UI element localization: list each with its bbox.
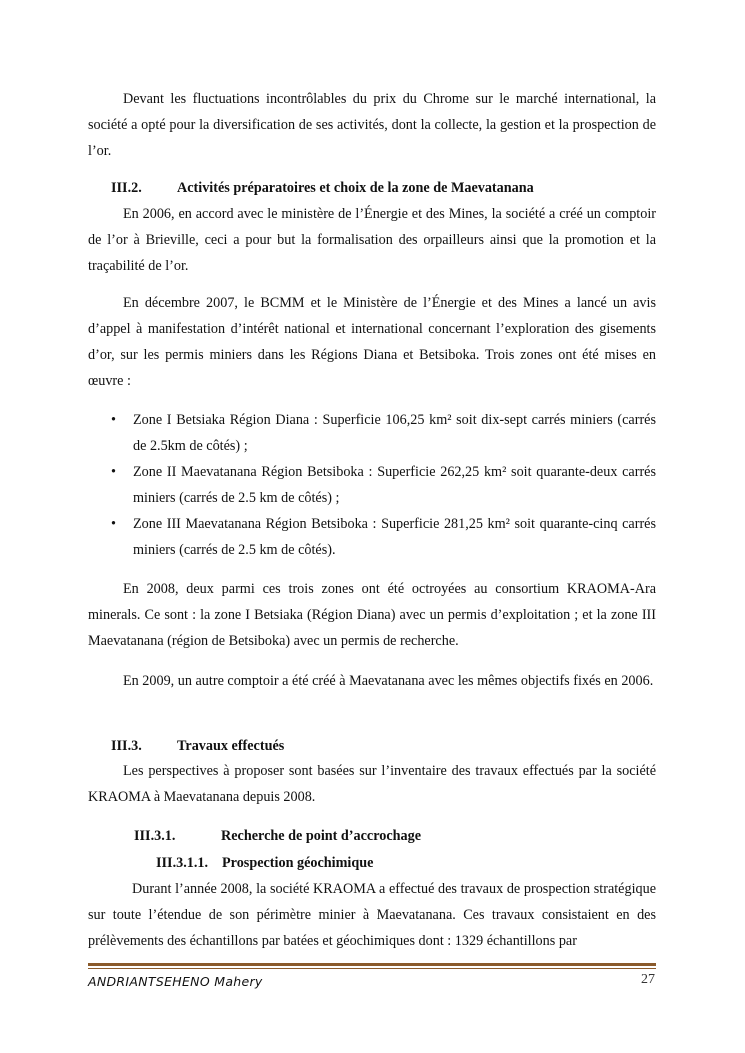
heading-title: Recherche de point d’accrochage — [221, 828, 422, 844]
heading-title: Prospection géochimique — [222, 855, 374, 871]
paragraph-2006: En 2006, en accord avec le ministère de l’Énergie et des Mines, la société a créé un comptoir de l’or à Brieville, ceci a pour but la formalisation des orpailleurs ainsi que la promotion et la traçabilité de l’or. — [88, 206, 656, 274]
list-item-text: Zone III Maevatanana Région Betsiboka : Superficie 281,25 km² soit quarante-cinq carrés miniers (carrés de 2.5 km de côtés). — [133, 516, 656, 558]
list-item — [88, 459, 656, 511]
paragraph-perspectives: Les perspectives à proposer sont basées sur l’inventaire des travaux effectués par la société KRAOMA à Maevatanana depuis 2008. — [88, 763, 656, 805]
paragraph-2008-prospection: Durant l’année 2008, la société KRAOMA a effectué des travaux de prospection stratégique sur toute l’étendue de son périmètre minier à Maevatanana. Ces travaux consistaient en des prélèvements des échantillons par batées et géochimiques dont : 1329 échantillons par — [88, 881, 656, 949]
list-item — [88, 511, 656, 563]
heading-number: III.2. — [111, 180, 142, 196]
bullet-icon: • — [111, 464, 116, 480]
bullet-icon: • — [111, 516, 116, 532]
heading-number: III.3. — [111, 738, 142, 754]
heading-title: Activités préparatoires et choix de la zone de Maevatanana — [177, 180, 534, 196]
heading-number: III.3.1. — [134, 828, 176, 844]
footer-author: ANDRIANTSEHENO Mahery — [88, 974, 263, 989]
paragraph-2009: En 2009, un autre comptoir a été créé à Maevatanana avec les mêmes objectifs fixés en 2006. — [123, 673, 654, 689]
paragraph-2007: En décembre 2007, le BCMM et le Ministère de l’Énergie et des Mines a lancé un avis d’appel à manifestation d’intérêt national et international concernant l’exploration des gisements d’or, sur les permis miniers dans les Régions Diana et Betsiboka. Trois zones ont été mises en œuvre : — [88, 295, 656, 389]
list-item-text: Zone I Betsiaka Région Diana : Superficie 106,25 km² soit dix-sept carrés miniers (carrés de 2.5km de côtés) ; — [133, 412, 656, 454]
footer-rule-thin — [88, 968, 656, 969]
footer-rule-thick — [88, 963, 656, 966]
heading-section-3-3-1-1 — [156, 853, 373, 873]
paragraph-intro: Devant les fluctuations incontrôlables du prix du Chrome sur le marché international, la société a opté pour la diversification de ses activités, dont la collecte, la gestion et la prospection de l’or. — [88, 91, 656, 159]
bullet-icon: • — [111, 412, 116, 428]
paragraph-2008: En 2008, deux parmi ces trois zones ont été octroyées au consortium KRAOMA-Ara minerals. Ce sont : la zone I Betsiaka (Région Diana) avec un permis d’exploitation ; et la zone III Maevatanana (région de Betsiboka) avec un permis de recherche. — [88, 581, 656, 649]
list-item — [88, 407, 656, 459]
list-item-text: Zone II Maevatanana Région Betsiboka : Superficie 262,25 km² soit quarante-deux carrés miniers (carrés de 2.5 km de côtés) ; — [133, 464, 656, 506]
page-number: 27 — [641, 972, 655, 987]
heading-section-3-3-1 — [134, 826, 421, 846]
heading-title: Travaux effectués — [177, 738, 285, 754]
heading-number: III.3.1.1. — [156, 855, 209, 871]
heading-section-3-3 — [111, 736, 284, 756]
zones-list — [88, 407, 656, 563]
heading-section-3-2 — [111, 178, 534, 198]
